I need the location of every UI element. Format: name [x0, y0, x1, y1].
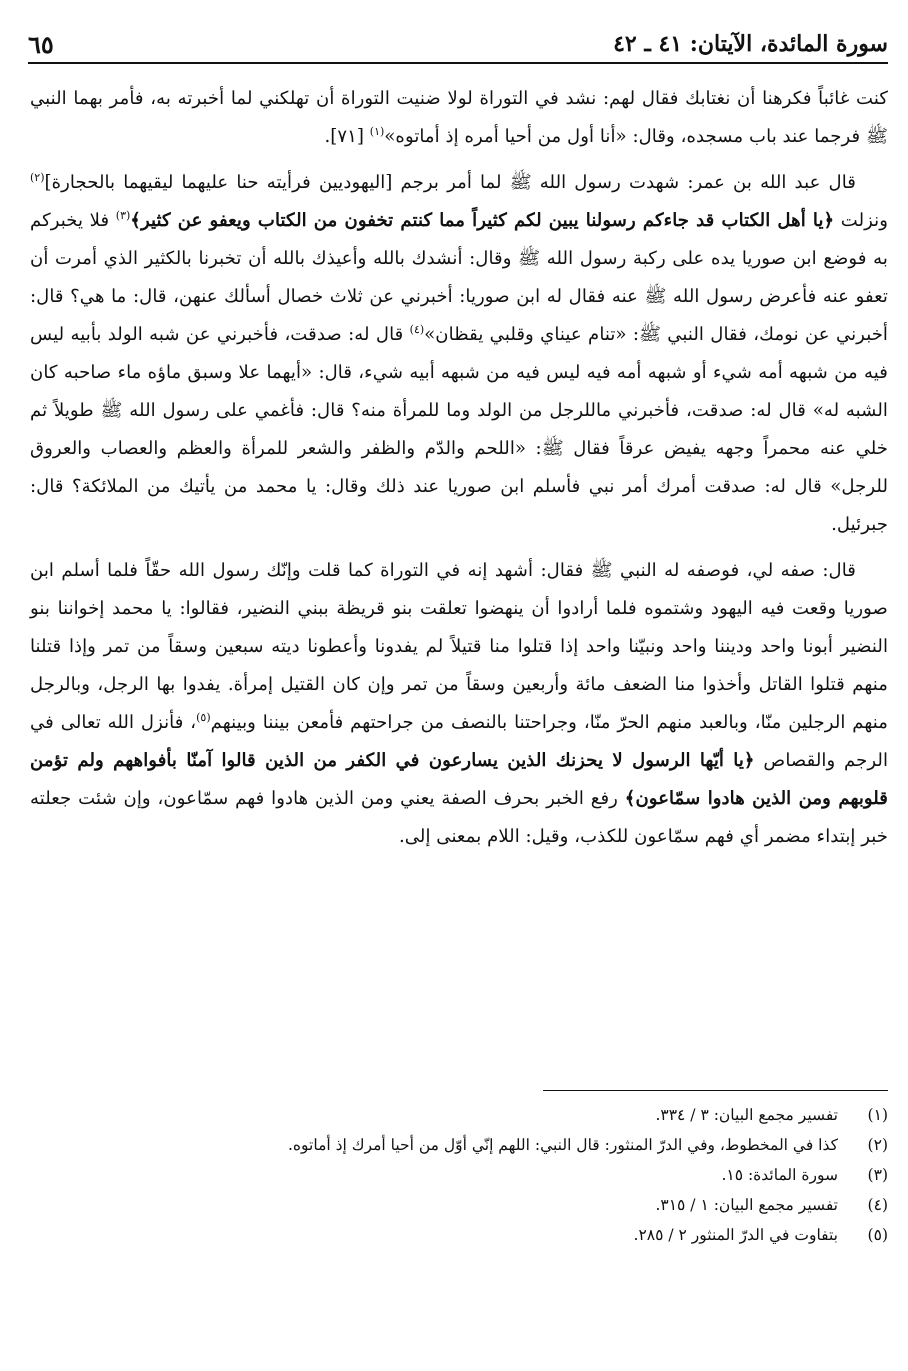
footnote-number: (٣) [867, 1166, 888, 1184]
paragraph-2-text-c: فلا يخبركم به فوضع ابن صوريا يده على ركبة رسول الله ﷺ وقال: أنشدك بالله وأعيذك بالله أن تخبرنا بالكثير الذي أمرت أن تعفو عنه فأعرض رسول الله ﷺ عنه فقال له ابن صوريا: أخبرني عن ثلاث خصال أسألك عنهن، قال: ما هي؟ قال: أخبرني عن نومك، فقال النبي ﷺ: «تنام عيناي وقلبي يقظان» [30, 210, 888, 345]
footnote-ref-1: (١) [369, 124, 385, 138]
paragraph-2-text-b: ونزلت [834, 210, 889, 231]
footnote-number: (٤) [867, 1196, 888, 1214]
footnote-item [40, 1190, 888, 1220]
footnote-text: كذا في المخطوط، وفي الدرّ المنثور: قال النبي: اللهم إنّي أوّل من أحيا أمرك إذ أماتوه. [287, 1136, 838, 1154]
footnote-item [40, 1220, 888, 1250]
paragraph-3-text-c: رفع الخبر بحرف الصفة يعني ومن الذين هادوا فهم سمّاعون، وإن شئت جعلته خبر إبتداء مضمر أي فهم سمّاعون للكذب، وقيل: اللام بمعنى إلى. [30, 788, 888, 847]
footnote-ref-2: (٢) [30, 170, 45, 184]
page-number: ٦٥ [28, 29, 54, 59]
paragraph-3-text-b: ، فأنزل الله تعالى في الرجم والقصاص [30, 712, 888, 771]
footnote-number: (١) [867, 1106, 888, 1124]
quran-verse-1: ﴿يا أهل الكتاب قد جاءكم رسولنا يبين لكم كثيراً مما كنتم تخفون من الكتاب ويعفو عن كثير﴾ [130, 210, 835, 231]
footnote-item [40, 1130, 888, 1160]
paragraph-3 [30, 552, 888, 856]
footnote-ref-5: (٥) [196, 710, 211, 724]
footnote-text: سورة المائدة: ١٥. [721, 1166, 838, 1184]
footnote-text: بتفاوت في الدرّ المنثور ٢ / ٢٨٥. [633, 1226, 838, 1244]
footnote-ref-3: (٣) [115, 208, 131, 222]
paragraph-3-text-a: قال: صفه لي، فوصفه له النبي ﷺ فقال: أشهد إنه في التوراة كما قلت وإنّك رسول الله حقّاً فلما أسلم ابن صوريا وقعت فيه اليهود وشتموه فلما أرادوا أن ينهضوا تعلقت بنو قريظة ببني النضير، فقالوا: يا محمد إخواننا بنو النضير أبونا واحد وديننا واحد ونبيّنا واحد إذا قتلوا منا قتيلاً لم يفدونا وأعطونا ديته سبعين وسقاً من تمر وإذا قتلنا منهم قتلوا القاتل وأخذوا منا الضعف مائة وأربعين وسقاً من تمر وإن كان القتيل إمرأة. يفدوا بها الرجل، وبالرجل منهم الرجلين منّا، وبالعبد منهم الحرّ منّا، وجراحتنا بالنصف من جراحتهم فأمعن بيننا وبينهم [30, 560, 888, 733]
paragraph-2-text-a: قال عبد الله بن عمر: شهدت رسول الله ﷺ لما أمر برجم [اليهوديين فرأيته حنا عليهما ليقيهما بالحجارة] [44, 172, 856, 193]
footnotes [40, 1100, 888, 1250]
footnote-item [40, 1160, 888, 1190]
paragraph-1-text: كنت غائباً فكرهنا أن نغتابك فقال لهم: نشد في التوراة لولا ضنيت التوراة أن تهلكني لما أخبرته به، فأمر بهما النبي ﷺ فرجما عند باب مسجده، وقال: «أنا أول من أحيا أمره إذ أماتوه» [30, 88, 888, 147]
footnote-text: تفسير مجمع البيان: ١ / ٣١٥. [655, 1196, 838, 1214]
paragraph-2 [30, 164, 888, 544]
page-header [28, 26, 888, 64]
paragraph-1-end: [٧١]. [324, 126, 370, 147]
quran-verse-2: ﴿يا أيّها الرسول لا يحزنك الذين يسارعون في الكفر من الذين قالوا آمنّا بأفواههم ولم تؤمن قلوبهم ومن الذين هادوا سمّاعون﴾ [30, 750, 888, 809]
running-title: سورة المائدة، الآيتان: ٤١ ـ ٤٢ [613, 31, 888, 57]
main-text [30, 80, 888, 864]
footnote-number: (٢) [867, 1136, 888, 1154]
footnote-text: تفسير مجمع البيان: ٣ / ٣٣٤. [655, 1106, 838, 1124]
footnote-divider [543, 1090, 888, 1091]
footnote-ref-4: (٤) [409, 322, 425, 336]
footnote-item [40, 1100, 888, 1130]
paragraph-1 [30, 80, 888, 156]
footnote-number: (٥) [867, 1226, 888, 1244]
paragraph-2-text-d: قال له: صدقت، فأخبرني عن شبه الولد بأبيه ليس فيه من شبهه أمه شيء أو شبهه أمه فيه ليس فيه من شبهه أبيه شيء، قال: «أيهما علا وسبق ماؤه ماء صاحبه كان الشبه له» قال له: صدقت، فأخبرني ماللرجل من الولد وما للمرأة منه؟ قال: فأغمي على رسول الله ﷺ طويلاً ثم خلي عنه محمراً وجهه يفيض عرقاً فقال ﷺ: «اللحم والدّم والظفر والشعر للمرأة والعظم والعصاب والعروق للرجل» قال له: صدقت أمرك أمر نبي فأسلم ابن صوريا عند ذلك وقال: يا محمد من يأتيك من الملائكة؟ قال: جبرئيل. [30, 324, 888, 535]
